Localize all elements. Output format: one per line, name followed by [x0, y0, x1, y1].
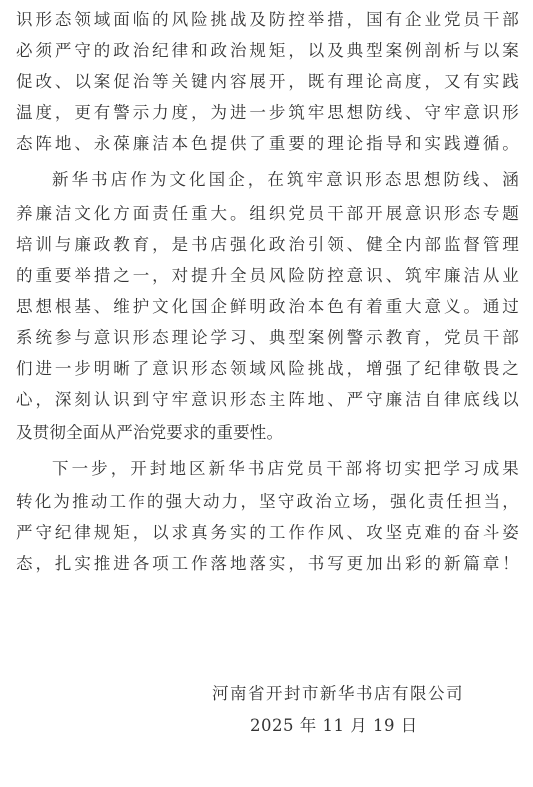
paragraph-line: 们进一步明晰了意识形态领域风险挑战，增强了纪律敬畏之	[16, 359, 519, 378]
paragraph-line: 严守纪律规矩，以求真务实的工作作风、攻坚克难的奋斗姿	[16, 523, 519, 542]
paragraph-line: 促改、以案促治等关键内容展开，既有理论高度，又有实践	[16, 72, 519, 91]
paragraph-line: 系统参与意识形态理论学习、典型案例警示教育，党员干部	[16, 328, 519, 347]
paragraph-line: 及贯彻全面从严治党要求的重要性。	[16, 423, 284, 442]
paragraph-line: 识形态领域面临的风险挑战及防控举措，国有企业党员干部	[16, 10, 519, 29]
paragraph-line: 的重要举措之一，对提升全员风险防控意识、筑牢廉洁从业	[16, 266, 519, 285]
paragraph-line: 转化为推动工作的强大动力，坚守政治立场，强化责任担当，	[16, 492, 519, 511]
paragraph-line: 新华书店作为文化国企，在筑牢意识形态思想防线、涵	[52, 170, 519, 189]
paragraph-line: 态，扎实推进各项工作落地落实，书写更加出彩的新篇章！	[16, 554, 519, 573]
paragraph-line: 心，深刻认识到守牢意识形态主阵地、严守廉洁自律底线以	[16, 390, 519, 409]
signature-organization: 河南省开封市新华书店有限公司	[212, 684, 464, 703]
signature-date: 2025 年 11 月 19 日	[250, 716, 418, 735]
paragraph-line: 态阵地、永葆廉洁本色提供了重要的理论指导和实践遵循。	[16, 134, 519, 153]
paragraph-line: 培训与廉政教育，是书店强化政治引领、健全内部监督管理	[16, 235, 519, 254]
paragraph-line: 温度，更有警示力度，为进一步筑牢思想防线、守牢意识形	[16, 103, 519, 122]
paragraph-line: 思想根基、维护文化国企鲜明政治本色有着重大意义。通过	[16, 297, 519, 316]
paragraph-line: 下一步，开封地区新华书店党员干部将切实把学习成果	[52, 459, 519, 478]
paragraph-line: 必须严守的政治纪律和政治规矩，以及典型案例剖析与以案	[16, 41, 519, 60]
paragraph-line: 养廉洁文化方面责任重大。组织党员干部开展意识形态专题	[16, 204, 519, 223]
